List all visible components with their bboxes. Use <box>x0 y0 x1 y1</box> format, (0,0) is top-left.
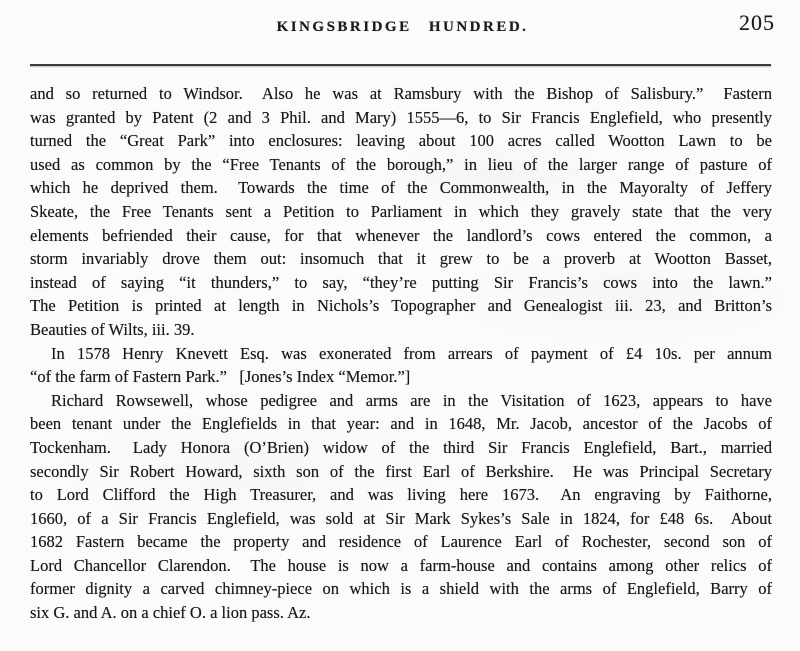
text-line: instead of saying “it thunders,” to say, “they’re putting Sir Francis’s cows into the lawn.” <box>30 272 772 292</box>
text-line: to Lord Clifford the High Treasurer, and was living here 1673. An engraving by Faithorne, <box>30 485 772 505</box>
page-body <box>30 82 772 625</box>
text-line: Lord Chancellor Clarendon. The house is now a farm-house and contains among other relics of <box>30 555 772 575</box>
text-line: and so returned to Windsor. Also he was at Ramsbury with the Bishop of Salisbury.” Fastern <box>30 84 772 103</box>
text-line: 1682 Fastern became the property and residence of Laurence Earl of Rochester, second son of <box>30 532 772 552</box>
text-line: been tenant under the Englefields in that year: and in 1648, Mr. Jacob, ancestor of the Jacobs of <box>30 414 772 434</box>
text-line: In 1578 Henry Knevett Esq. was exonerated from arrears of payment of £4 10s. per annum <box>51 343 772 363</box>
text-line: elements befriended their cause, for that whenever the landlord’s cows entered the common, a <box>30 225 772 245</box>
text-line: storm invariably drove them out: insomuch that it grew to be a proverb at Wootton Basset, <box>30 249 772 269</box>
text-line: Richard Rowsewell, whose pedigree and arms are in the Visitation of 1623, appears to have <box>51 390 772 410</box>
text-line: which he deprived them. Towards the time of the Commonwealth, in the Mayoralty of Jeffery <box>30 178 772 198</box>
text-line: turned the “Great Park” into enclosures: leaving about 100 acres called Wootton Lawn to be <box>30 131 772 151</box>
text-line: secondly Sir Robert Howard, sixth son of the first Earl of Berkshire. He was Principal Secretary <box>30 461 772 481</box>
text-line: Tockenham. Lady Honora (O’Brien) widow of the third Sir Francis Englefield, Bart., married <box>30 437 772 457</box>
text-line: Skeate, the Free Tenants sent a Petition to Parliament in which they gravely state that the very <box>30 201 772 221</box>
text-line: Beauties of Wilts, iii. 39. <box>30 319 195 339</box>
header-rule <box>30 64 771 66</box>
text-line: used as common by the “Free Tenants of the borough,” in lieu of the larger range of pasture of <box>30 154 772 174</box>
text-line: The Petition is printed at length in Nichols’s Topographer and Genealogist iii. 23, and Britton’s <box>30 296 772 316</box>
text-line: was granted by Patent (2 and 3 Phil. and Mary) 1555—6, to Sir Francis Englefield, who presently <box>30 107 772 127</box>
page-number: 205 <box>739 10 775 35</box>
running-title: KINGSBRIDGE HUNDRED. <box>276 19 529 35</box>
text-line: six G. and A. on a chief O. a lion pass. Az. <box>30 603 311 623</box>
text-line: 1660, of a Sir Francis Englefield, was sold at Sir Mark Sykes’s Sale in 1824, for £48 6s. About <box>30 508 772 528</box>
text-line: “of the farm of Fastern Park.” [Jones’s Index “Memor.”] <box>30 367 411 387</box>
page-header <box>30 0 775 44</box>
text-line: former dignity a carved chimney-piece on which is a shield with the arms of Englefield, Barry of <box>30 579 772 599</box>
